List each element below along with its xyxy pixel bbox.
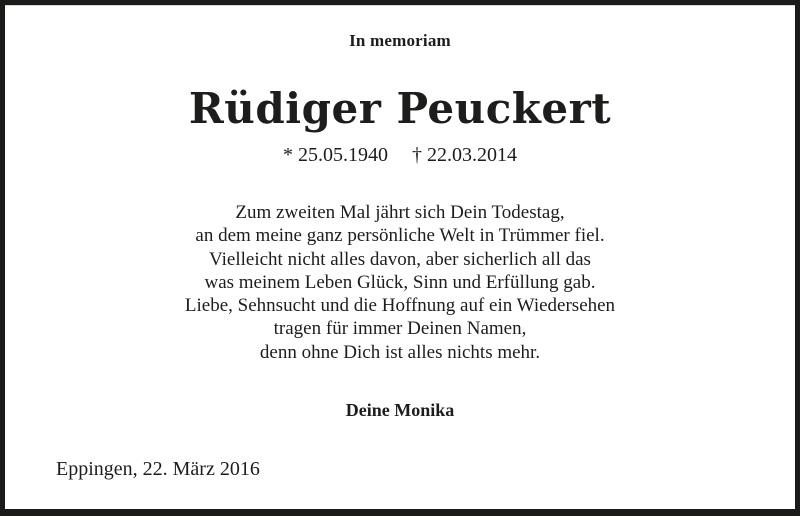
poem-line: Zum zweiten Mal jährt sich Dein Todestag, — [235, 202, 565, 223]
poem-line: tragen für immer Deinen Namen, — [273, 318, 527, 340]
poem-line: Vielleicht nicht alles davon, aber sicherlich all das — [209, 248, 591, 270]
signature: Deine Monika — [345, 400, 455, 420]
poem-line: was meinem Leben Glück, Sinn und Erfüllung gab. — [204, 271, 596, 293]
frame-bottom-border — [0, 509, 800, 516]
poem-line: an dem meine ganz persönliche Welt in Trümmer fiel. — [195, 225, 605, 247]
in-memoriam-header: In memoriam — [349, 31, 451, 50]
birth-date: * 25.05.1940 — [283, 144, 388, 166]
life-dates-line — [0, 144, 800, 167]
poem-line: denn ohne Dich ist alles nichts mehr. — [259, 341, 541, 363]
place-date-line: Eppingen, 22. März 2016 — [56, 458, 260, 480]
poem-line: Liebe, Sehnsucht und die Hoffnung auf ein Wiedersehen — [184, 295, 616, 317]
memorial-poem — [0, 201, 800, 364]
frame-top-hairline — [5, 5, 795, 6]
deceased-name: Rüdiger Peuckert — [188, 84, 612, 133]
death-date: † 22.03.2014 — [412, 144, 517, 166]
